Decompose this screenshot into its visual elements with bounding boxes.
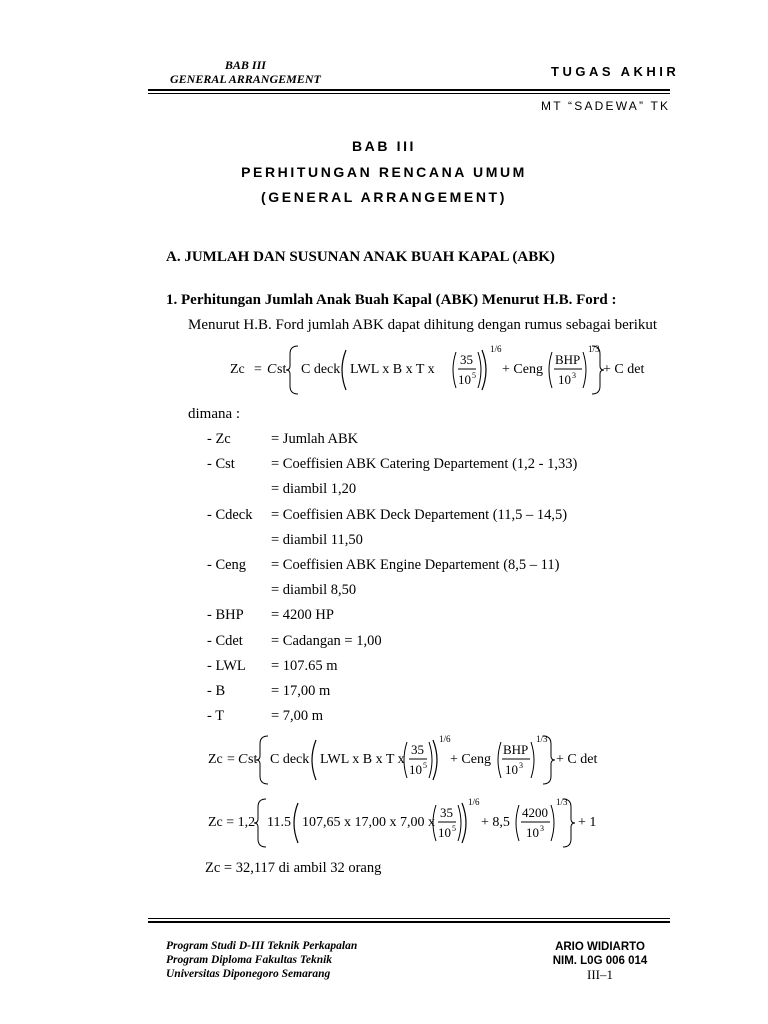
- definition-key: - B: [207, 683, 226, 699]
- svg-text:LWL x B x T x: LWL x B x T x: [350, 362, 435, 377]
- svg-text:C deck: C deck: [270, 752, 310, 767]
- svg-text:5: 5: [423, 761, 427, 770]
- svg-text:Zc = 1,2: Zc = 1,2: [208, 815, 256, 830]
- svg-text:LWL x B x T x: LWL x B x T x: [320, 752, 405, 767]
- formula-symbolic: [220, 340, 645, 400]
- definition-key: - Zc: [207, 431, 231, 447]
- footer-divider-thin: [148, 918, 670, 919]
- footer-author-block: [546, 940, 654, 982]
- svg-text:+ Ceng: + Ceng: [450, 752, 491, 767]
- subsection-heading: 1. Perhitungan Jumlah Anak Buah Kapal (ABK) Menurut H.B. Ford :: [166, 292, 617, 308]
- header-right-title: TUGAS AKHIR: [551, 64, 680, 79]
- footer-divider: [148, 921, 670, 923]
- svg-text:10: 10: [458, 372, 471, 387]
- title-line-1: BAB III: [351, 138, 417, 154]
- svg-text:1/3: 1/3: [588, 344, 600, 354]
- svg-text:1/6: 1/6: [490, 344, 502, 354]
- svg-text:C deck: C deck: [301, 362, 341, 377]
- svg-text:+ Ceng: + Ceng: [502, 362, 543, 377]
- title-line-2: PERHITUNGAN RENCANA UMUM: [241, 164, 527, 180]
- svg-text:BHP: BHP: [503, 742, 529, 757]
- formula-numeric: [198, 793, 618, 853]
- svg-text:BHP: BHP: [555, 352, 581, 367]
- definition-value: = Coeffisien ABK Catering Departement (1,2 - 1,33): [271, 456, 578, 472]
- header-chapter-line: BAB III: [224, 58, 266, 72]
- formula-zc: Zc: [230, 362, 245, 377]
- dimana-label: dimana :: [188, 406, 241, 422]
- footer-line-1: Program Studi D-III Teknik Perkapalan: [166, 940, 358, 952]
- svg-text:=: =: [254, 362, 262, 377]
- svg-text:=: =: [227, 752, 235, 767]
- definition-key: - BHP: [207, 607, 244, 623]
- definition-value: = 7,00 m: [271, 708, 324, 724]
- definition-key: - LWL: [207, 658, 246, 674]
- section-heading: A. JUMLAH DAN SUSUNAN ANAK BUAH KAPAL (ABK): [166, 249, 555, 265]
- svg-text:10: 10: [505, 762, 518, 777]
- svg-text:3: 3: [540, 824, 544, 833]
- definition-value: = diambil 8,50: [271, 582, 357, 598]
- formula-symbolic-repeat: [198, 730, 618, 790]
- svg-text:3: 3: [572, 371, 576, 380]
- svg-text:10: 10: [438, 825, 451, 840]
- svg-text:11.5: 11.5: [267, 815, 291, 830]
- footer-author: ARIO WIDIARTO: [555, 941, 645, 953]
- svg-text:5: 5: [472, 371, 476, 380]
- footer-institution: [166, 939, 357, 981]
- header-divider-thin: [148, 93, 670, 94]
- svg-text:Zc: Zc: [208, 752, 223, 767]
- svg-text:st: st: [248, 752, 258, 767]
- svg-text:10: 10: [558, 372, 571, 387]
- svg-text:107,65 x 17,00 x 7,00 x: 107,65 x 17,00 x 7,00 x: [302, 815, 435, 830]
- header-ship-name: MT “SADEWA” TK: [541, 99, 671, 113]
- footer-nim: NIM. L0G 006 014: [552, 955, 648, 967]
- svg-text:10: 10: [526, 825, 539, 840]
- svg-text:1/3: 1/3: [536, 734, 548, 744]
- title-line-3: (GENERAL ARRANGEMENT): [261, 189, 507, 205]
- definition-value: = Jumlah ABK: [271, 431, 359, 447]
- definition-value: = Coeffisien ABK Deck Departement (11,5 – 14,5): [271, 507, 568, 523]
- header-chapter: [170, 58, 321, 86]
- definition-value: = Cadangan = 1,00: [271, 633, 382, 649]
- svg-text:3: 3: [519, 761, 523, 770]
- result-line: Zc = 32,117 di ambil 32 orang: [205, 860, 382, 876]
- svg-text:+ C det: + C det: [556, 752, 598, 767]
- page-number: III–1: [587, 967, 613, 982]
- definition-key: - Cdet: [207, 633, 243, 649]
- definition-value: = 107.65 m: [271, 658, 338, 674]
- footer-line-2: Program Diploma Fakultas Teknik: [166, 954, 333, 966]
- svg-text:1/6: 1/6: [468, 797, 480, 807]
- svg-text:10: 10: [409, 762, 422, 777]
- definition-value: = 4200 HP: [271, 607, 334, 623]
- svg-text:st: st: [277, 362, 287, 377]
- svg-text:+ 1: + 1: [578, 815, 597, 830]
- svg-text:1/6: 1/6: [439, 734, 451, 744]
- intro-paragraph: Menurut H.B. Ford jumlah ABK dapat dihitung dengan rumus sebagai berikut: [188, 317, 658, 333]
- svg-text:+ 8,5: + 8,5: [481, 815, 510, 830]
- svg-text:35: 35: [440, 805, 453, 820]
- definition-value: = diambil 11,50: [271, 532, 363, 548]
- definition-value: = 17,00 m: [271, 683, 331, 699]
- svg-text:+ C det: + C det: [603, 362, 645, 377]
- svg-text:5: 5: [452, 824, 456, 833]
- svg-text:35: 35: [460, 352, 473, 367]
- header-chapter-sub: GENERAL ARRANGEMENT: [170, 72, 321, 86]
- definition-value: = diambil 1,20: [271, 481, 357, 497]
- svg-text:35: 35: [411, 742, 424, 757]
- definition-key: - Ceng: [207, 557, 247, 573]
- definition-value: = Coeffisien ABK Engine Departement (8,5 – 11): [271, 557, 560, 573]
- footer-line-3: Universitas Diponegoro Semarang: [166, 968, 331, 980]
- definition-key: - Cdeck: [207, 507, 253, 523]
- svg-text:C: C: [267, 362, 277, 377]
- svg-text:4200: 4200: [522, 805, 548, 820]
- svg-text:1/3: 1/3: [556, 797, 568, 807]
- definition-key: - T: [207, 708, 225, 724]
- definition-key: - Cst: [207, 456, 235, 472]
- header-divider: [148, 89, 670, 91]
- svg-text:C: C: [238, 752, 248, 767]
